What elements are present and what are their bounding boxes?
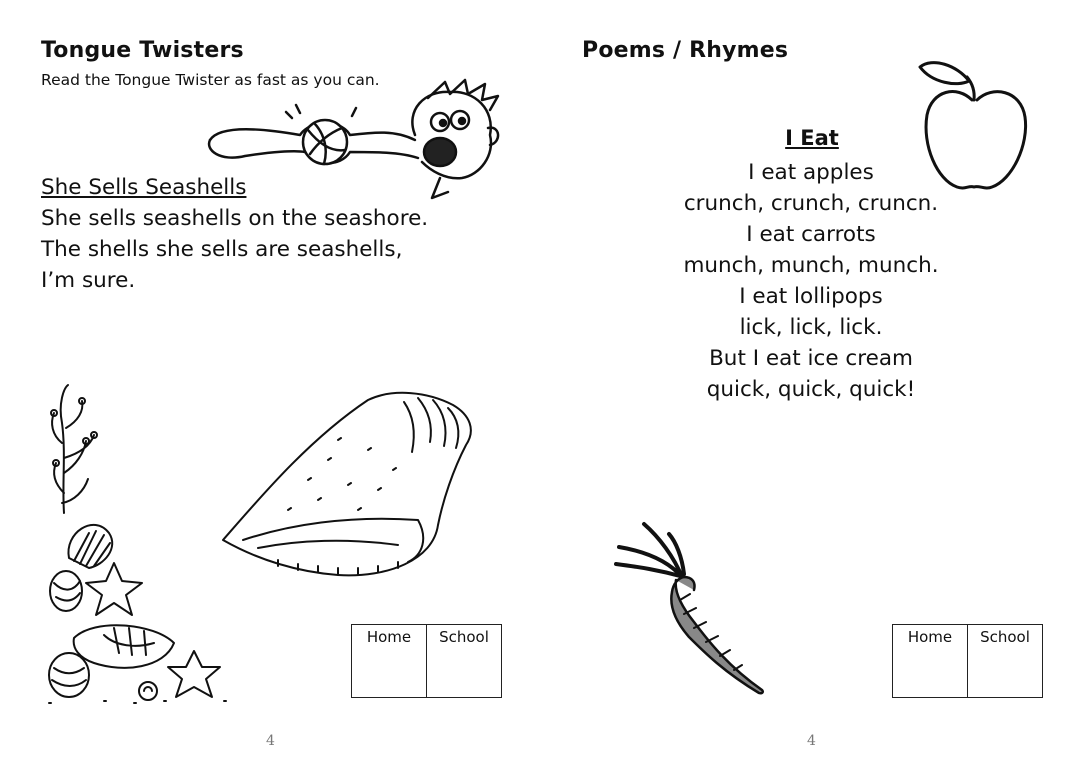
home-label: Home [366, 628, 412, 646]
carrot-icon [614, 522, 769, 697]
progress-checklist [351, 624, 502, 698]
poem-line-3: I eat carrots [746, 222, 876, 247]
page-heading: Tongue Twisters [41, 38, 244, 63]
poem-line-1: She sells seashells on the seashore. [41, 206, 429, 231]
poem-line-4: munch, munch, munch. [683, 253, 939, 278]
seashell-border-icon [44, 383, 244, 708]
poem-line-5: I eat lollipops [739, 284, 883, 309]
school-label: School [980, 628, 1030, 646]
poem-line-8: quick, quick, quick! [706, 377, 916, 402]
page-heading: Poems / Rhymes [582, 38, 789, 63]
home-check-cell[interactable] [893, 625, 968, 698]
poem-title: I Eat [785, 126, 839, 150]
poem-line-1: I eat apples [748, 160, 874, 185]
conch-shell-icon [218, 390, 478, 585]
progress-checklist [892, 624, 1043, 698]
page-number: 4 [266, 733, 275, 749]
page-number: 4 [807, 733, 816, 749]
poem-line-6: lick, lick, lick. [739, 315, 883, 340]
poem-line-3: I’m sure. [41, 268, 136, 293]
school-check-cell[interactable] [427, 625, 502, 698]
poem-line-2: crunch, crunch, cruncn. [683, 191, 939, 216]
poem-line-7: But I eat ice cream [709, 346, 913, 371]
left-page [0, 0, 541, 768]
home-check-cell[interactable] [352, 625, 427, 698]
poem-line-2: The shells she sells are seashells, [41, 237, 403, 262]
home-label: Home [907, 628, 953, 646]
school-label: School [439, 628, 489, 646]
instruction-text: Read the Tongue Twister as fast as you can. [41, 71, 380, 89]
poem-title: She Sells Seashells [41, 175, 247, 200]
right-page [541, 0, 1082, 768]
school-check-cell[interactable] [968, 625, 1043, 698]
